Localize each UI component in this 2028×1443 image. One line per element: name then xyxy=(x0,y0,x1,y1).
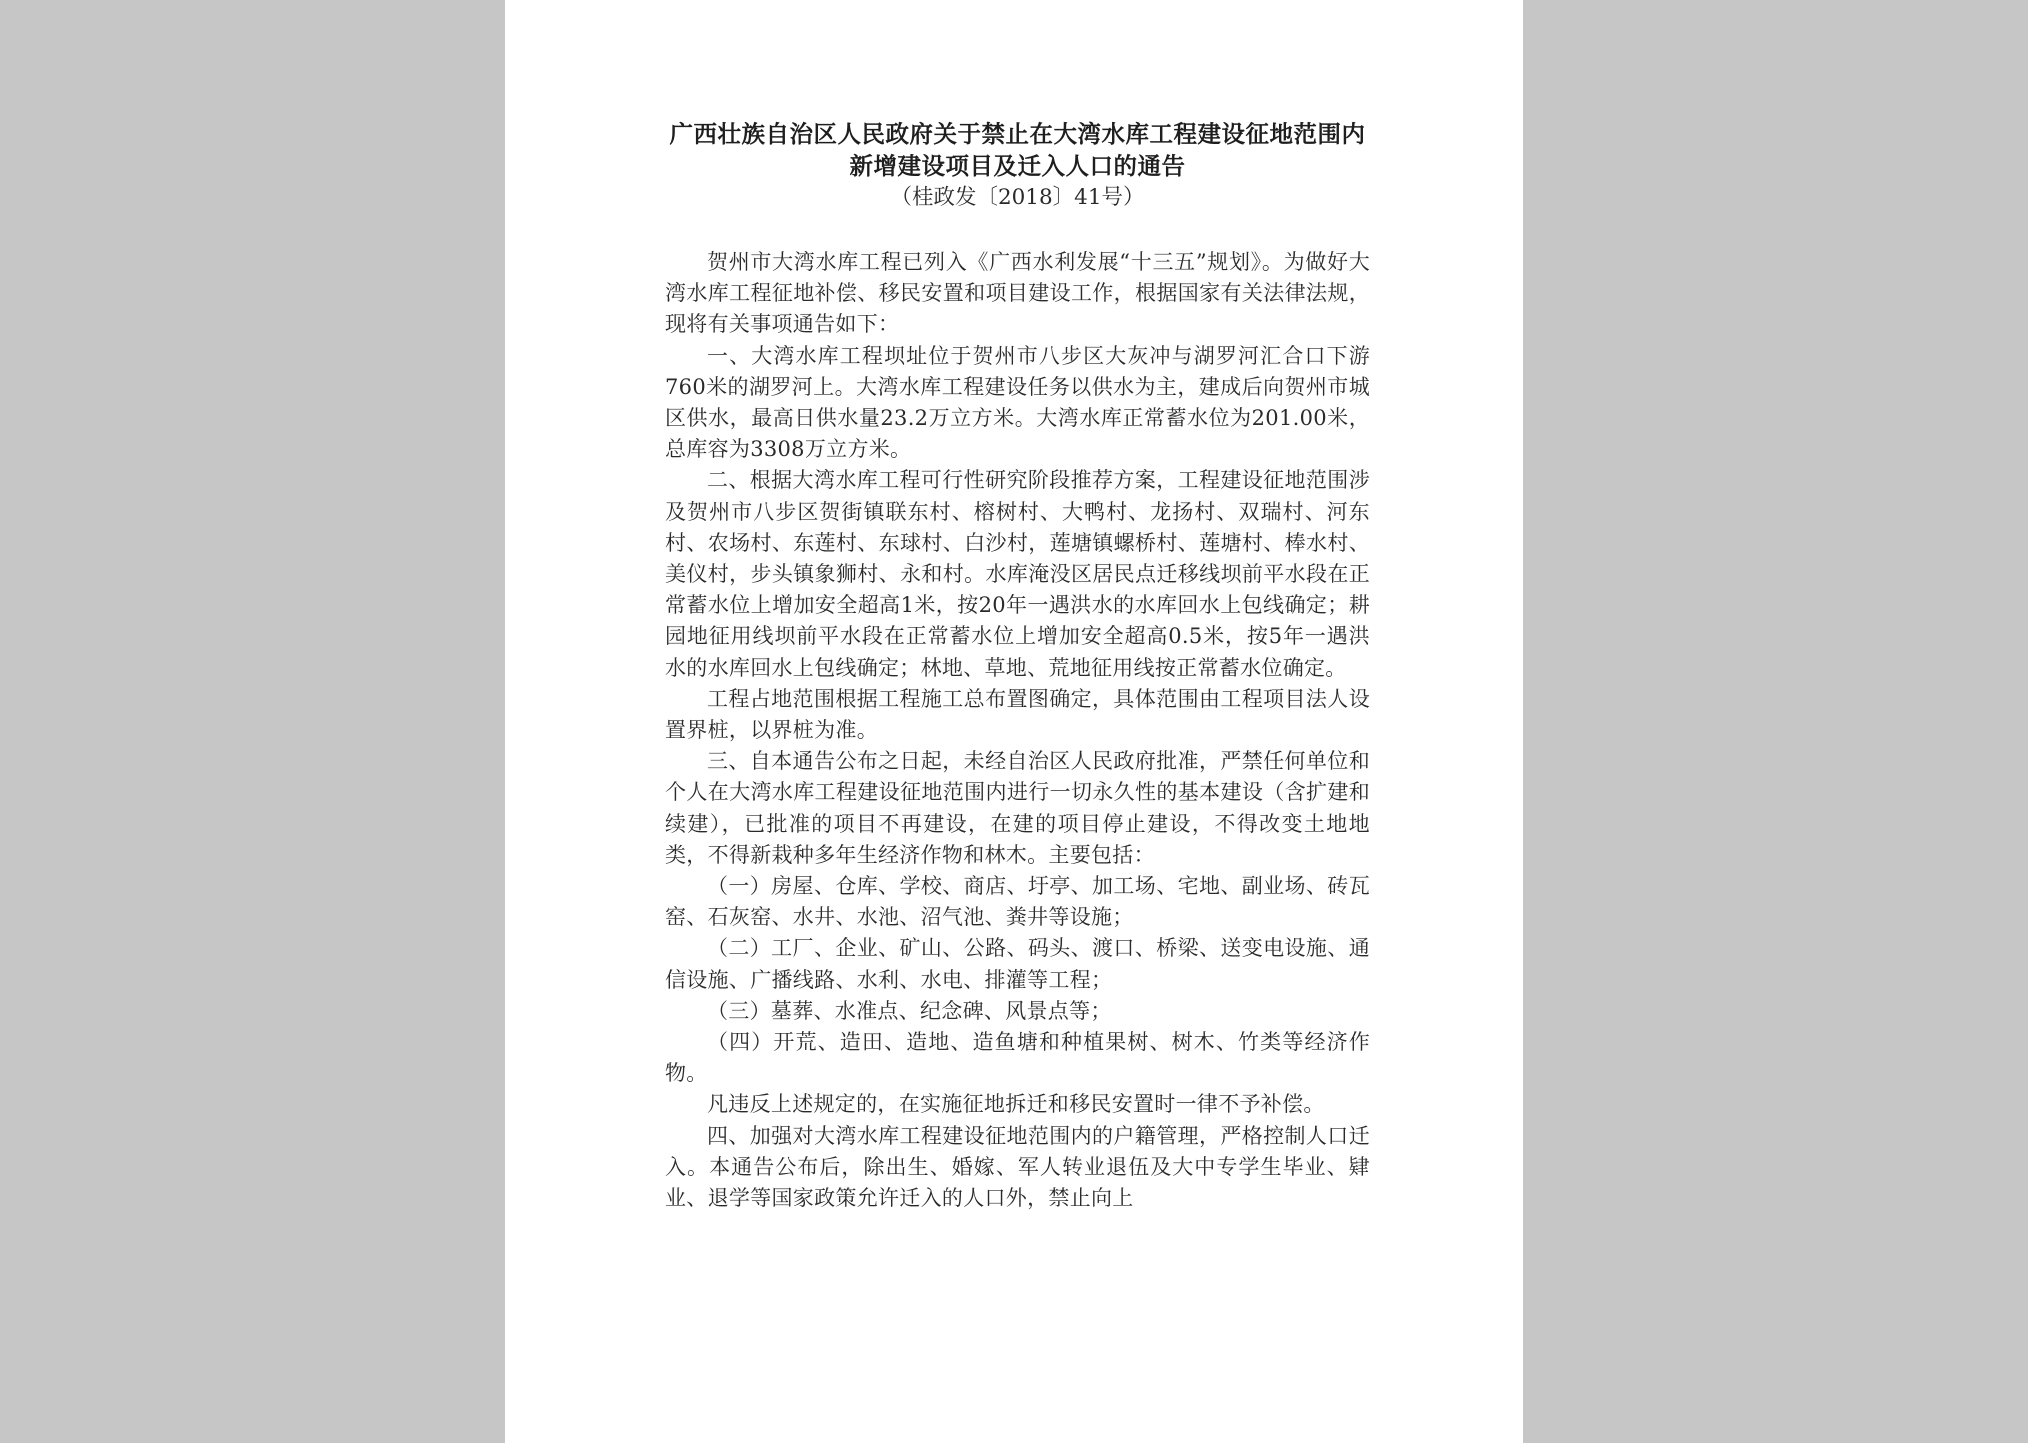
document-number: （桂政发〔2018〕41号） xyxy=(890,185,1145,210)
document-page xyxy=(505,0,1523,1443)
document-title xyxy=(665,118,1370,182)
title-line-1: 广西壮族自治区人民政府关于禁止在大湾水库工程建设征地范围内 xyxy=(669,120,1366,148)
document-content xyxy=(665,118,1370,1214)
title-line-2: 新增建设项目及迁入人口的通告 xyxy=(849,152,1186,180)
paragraph-item-3: （三）墓葬、水准点、纪念碑、风景点等； xyxy=(707,998,1112,1023)
paragraph-intro: 贺州市大湾水库工程已列入《广西水利发展“十三五”规划》。为做好大湾水库工程征地补偿、移民安置和项目建设工作，根据国家有关法律法规，现将有关事项通告如下： xyxy=(665,250,1370,337)
paragraph-section-2-scope: 工程占地范围根据工程施工总布置图确定，具体范围由工程项目法人设置界桩，以界桩为准。 xyxy=(665,686,1370,743)
paragraph-section-1: 一、大湾水库工程坝址位于贺州市八步区大灰冲与湖罗河汇合口下游760米的湖罗河上。大湾水库工程建设任务以供水为主，建成后向贺州市城区供水，最高日供水量23.2万立方米。大湾水库正常蓄水位为201.00米，总库容为3308万立方米。 xyxy=(665,343,1370,462)
paragraph-section-4: 四、加强对大湾水库工程建设征地范围内的户籍管理，严格控制人口迁入。本通告公布后，除出生、婚嫁、军人转业退伍及大中专学生毕业、肄业、退学等国家政策允许迁入的人口外，禁止向上 xyxy=(665,1123,1370,1211)
paragraph-item-1: （一）房屋、仓库、学校、商店、圩亭、加工场、宅地、副业场、砖瓦窑、石灰窑、水井、水池、沼气池、粪井等设施； xyxy=(665,874,1370,930)
paragraph-section-2: 二、根据大湾水库工程可行性研究阶段推荐方案，工程建设征地范围涉及贺州市八步区贺街镇联东村、榕树村、大鸭村、龙扬村、双瑞村、河东村、农场村、东莲村、东球村、白沙村，莲塘镇螺桥村、莲塘村、棒水村、美仪村，步头镇象狮村、永和村。水库淹没区居民点迁移线坝前平水段在正常蓄水位上增加安全超高1米，按20年一遇洪水的水库回水上包线确定；耕园地征用线坝前平水段在正常蓄水位上增加安全超高0.5米，按5年一遇洪水的水库回水上包线确定；林地、草地、荒地征用线按正常蓄水位确定。 xyxy=(665,468,1370,680)
paragraph-item-2: （二）工厂、企业、矿山、公路、码头、渡口、桥梁、送变电设施、通信设施、广播线路、水利、水电、排灌等工程； xyxy=(665,936,1370,992)
paragraph-no-compensation: 凡违反上述规定的，在实施征地拆迁和移民安置时一律不予补偿。 xyxy=(707,1092,1325,1117)
paragraph-section-3: 三、自本通告公布之日起，未经自治区人民政府批准，严禁任何单位和个人在大湾水库工程建设征地范围内进行一切永久性的基本建设（含扩建和续建），已批准的项目不再建设，在建的项目停止建设，不得改变土地地类，不得新栽种多年生经济作物和林木。主要包括： xyxy=(665,749,1370,867)
paragraph-item-4: （四）开荒、造田、造地、造鱼塘和种植果树、树木、竹类等经济作物。 xyxy=(665,1030,1370,1086)
